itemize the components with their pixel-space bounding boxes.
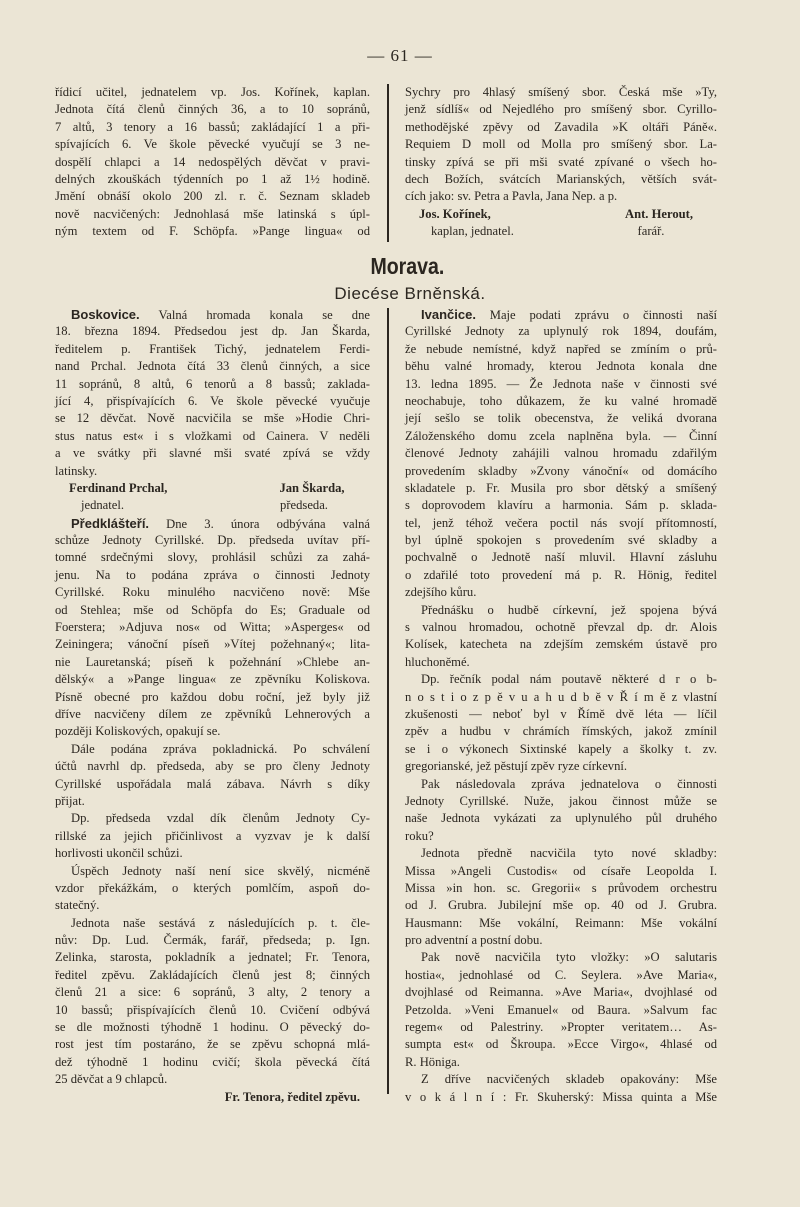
column-divider-main (387, 308, 389, 1094)
text-line: Missa »Angeli Custodis« od císaře Leopolda I. (405, 863, 717, 878)
text-line: ředitel zpěvu. Zakládajících členů jest 8; činných (55, 967, 370, 982)
text-line: dělský« a »Pange lingua« ze zpěvníku Koliskova. (55, 672, 370, 687)
text-line: jenž sídlíš« od Nejedlého pro smíšený sbor. Cyrillo- (405, 102, 717, 117)
text-line: zkušenosti — neboť byl v Římě dvě léta — líčil (405, 706, 717, 721)
text-line: tinsky zpívá se při mši svaté zpívané o všech ho- (405, 154, 717, 169)
top-left-column (55, 84, 370, 241)
text-line: Jednota čítá členů činných 36, a to 10 sopránů, (55, 102, 370, 117)
text-line: a ve svátky při slavné mši svaté zpívá se vždy (55, 446, 370, 461)
text-line: Foerstera; »Adjuva nos« od Witta; »Asperges« od (55, 620, 370, 635)
text-line: zdejšího kůru. (405, 585, 477, 600)
text-line: že nebude nemístné, když napřed se zmíním o prů- (405, 341, 717, 356)
text-line: se i o výkonech Sixtinské kapely a školky t. zv. (405, 741, 717, 756)
signature: Fr. Tenora, ředitel zpěvu. (224, 1089, 360, 1104)
paragraph (405, 776, 717, 846)
text-line: Jednota předně nacvičila tyto nové skladby: (421, 846, 717, 861)
top-right-column (405, 84, 717, 241)
paragraph (405, 84, 717, 206)
text-line: cích jako: sv. Petra a Pavla, Jana Nep. a p. (405, 189, 618, 204)
text-line (55, 515, 370, 532)
text-line: 11 sopránů, 8 altů, 6 tenorů a 8 bassů; zaklada- (55, 376, 370, 391)
text-line: hostia«, jednohlasé od C. Seylera. »Ave Maria«, (405, 967, 717, 982)
signature-names (55, 480, 370, 497)
text-line: Hausmann: Mše vokální, Reimann: Mše vokální (405, 915, 717, 930)
section-title: Morava. (370, 253, 445, 279)
paragraph (405, 949, 717, 1071)
text-line: dříve nacvičeny dílem ze zpěvníků Lehnerových a (55, 706, 370, 721)
text-line: schůze Jednoty Cyrillské. Dp. předseda uvítav pří- (55, 533, 370, 548)
text-line: pro adventní a postní dobu. (405, 933, 543, 948)
text-line: delných zkouškách týdenních po 1 až 1½ hodině. (55, 171, 370, 186)
text-line: s doprovodem klavíru a harmonia. Sám p. sklada- (405, 498, 717, 513)
text-line: horlivosti ukončil schůzi. (55, 846, 183, 861)
section-heading: Předklášteří. (71, 515, 150, 531)
paragraph (405, 671, 717, 775)
text-line: se 12 děvčat. Nově nacvičila se mše »Hodie Chri- (55, 411, 370, 426)
text-line: Z dříve nacvičených skladeb opakovány: Mše (421, 1072, 717, 1087)
text-line: členové Jednoty zahájili valnou hromadu zdařilým (405, 446, 717, 461)
signature-left-title: jednatel. (81, 498, 125, 513)
text-line: pochvalně o Jednotě naší mluvil. Hlavní zásluhu (405, 550, 717, 565)
text-line: roku? (405, 828, 434, 843)
text-line-rest: Maje podati zprávu o činnosti naší (475, 308, 717, 322)
text-line: regem« od Palestriny. »Propter veritatem… As- (405, 1020, 717, 1035)
text-line: naše Jednota vykázati za uplynulého půl druhého (405, 811, 717, 826)
signature-right-title: předseda. (280, 498, 328, 513)
text-line: Přednášku o hudbě církevní, jež spojena bývá (421, 602, 717, 617)
text-line: Dále podána zpráva pokladnická. Po schválení (71, 741, 370, 756)
text-line: Cyrillské uspořádala malá zábava. Návrh s díky (55, 776, 370, 791)
text-line: vzdor překážkám, o kterých pomlčím, aspoň do- (55, 880, 370, 895)
section-heading: Ivančice. (421, 307, 476, 322)
text-line: 18. března 1894. Předsedou jest dp. Jan Škarda, (55, 324, 370, 339)
text-line (55, 306, 370, 323)
paragraph (55, 306, 370, 480)
paragraph (55, 863, 370, 915)
paragraph (55, 810, 370, 862)
text-line: jenu. Na to podána zpráva o činnosti Jednoty (55, 567, 370, 582)
page-number: — 61 — (367, 46, 433, 65)
signature-right-name: Jan Škarda, (279, 480, 345, 495)
text-line: ředitelem p. František Tichý, jednatelem Ferdi- (55, 341, 370, 356)
text-line: Dp. předseda vzdal dík členům Jednoty Cy- (71, 811, 370, 826)
text-line: dospělí chlapci a 14 nedospělých děvčat v pravi- (55, 154, 370, 169)
signature-names (405, 206, 717, 223)
text-line: Dp. řečník podal nám poutavě některé d r o b- (421, 672, 717, 687)
text-line: Záloženského domu zcela naplněna byla. — Činní (405, 428, 717, 443)
signature-titles (55, 497, 370, 514)
paragraph (405, 602, 717, 672)
text-line: n o s t i o z p ě v u a h u d b ě v Ř í m ě z vlastní (405, 689, 717, 704)
text-line: členů 21 a sice: 6 sopránů, 3 alty, 2 tenory a (55, 985, 370, 1000)
text-line: Úspěch Jednoty naší není sice skvělý, nicméně (71, 863, 370, 878)
text-line: zpěv a hudbu v chrámích římských, jakož zmínil (405, 724, 717, 739)
text-line: stus natus est« i s vložkami od Cainera. V neděli (55, 428, 370, 443)
text-line: skladatele p. Fr. Musila pro sbor dětský a smíšený (405, 480, 717, 495)
text-line: Requiem D moll od Molla pro smíšený sbor. La- (405, 137, 717, 152)
text-line: běhu valné hromady, kterou Jednota konala dne (405, 359, 717, 374)
text-line: dech Božích, svátcích Marianských, větších svát- (405, 171, 717, 186)
text-line (405, 306, 717, 323)
text-line: statečný. (55, 898, 100, 913)
paragraph (55, 741, 370, 811)
text-line: Jednoty Cyrillské. Nuže, jakou činnost může se (405, 793, 717, 808)
text-line: 13. ledna 1895. — Že Jednota naše v činnosti své (405, 376, 717, 391)
column-divider-top (387, 84, 389, 242)
section-subtitle: Diecése Brněnská. (334, 284, 486, 303)
text-line: přijat. (55, 793, 85, 808)
text-line: nův: Dp. Lud. Čermák, farář, předseda; p. Ign. (55, 933, 370, 948)
paragraph (55, 84, 370, 241)
text-line: Pak následovala zpráva jednatelova o činnosti (421, 776, 717, 791)
text-line: Sychry pro 4hlasý smíšený sbor. Česká mše »Ty, (405, 85, 717, 99)
text-line: řídicí učitel, jednatelem vp. Jos. Kořínek, kaplan. (55, 85, 370, 99)
text-line: Cyrillské Jednoty za uplynulý rok 1894, doufám, (405, 324, 717, 339)
text-line: dež týhodně 1 hodinu cvičí; škola pěvecká čítá (55, 1054, 370, 1069)
text-line: o zdařilé toto provedení má p. R. Hönig, ředitel (405, 567, 717, 582)
text-line: provedením skladby »Zvony vánoční« od domácího (405, 463, 717, 478)
text-line: tomné srdečnými slovy, prohlásil schůzi za zahá- (55, 550, 370, 565)
text-line: Petzolda. »Veni Emanuel« od Baura. »Salvum fac (405, 1002, 717, 1017)
text-line: nově nacvičených: Jednohlasá mše latinská s úpl- (55, 206, 370, 221)
text-line: Zeiningera; vánoční píseň »Vítej požehnaný«; lita- (55, 637, 370, 652)
signature-left-title: kaplan, jednatel. (431, 224, 514, 239)
paragraph (405, 845, 717, 949)
text-line: sumpta est« od Škroupa. »Ecce Virgo«, 4hlasé od (405, 1037, 717, 1052)
text-line: rost jest tím postaráno, že se zpěvu schopná mlá- (55, 1037, 370, 1052)
text-line: s valnou hromadou, ochotně převzal dp. dr. Alois (405, 620, 717, 635)
text-line: nand Prchal. Jednota čítá 33 členů činných, a sice (55, 359, 370, 374)
paragraph (405, 306, 717, 602)
text-line: neochabuje, toho důkazem, že ku valné hromadě (405, 393, 717, 408)
signature-left-name: Ferdinand Prchal, (69, 480, 168, 495)
text-line: nie Lauretanská; píseň k požehnání »Chlebe an- (55, 654, 370, 669)
text-line: latinsky. (55, 463, 98, 478)
text-line: v o k á l n í : Fr. Skuherský: Missa quinta a Mše (405, 1089, 717, 1104)
text-line: účtů navrhl dp. předseda, aby se pro členy Jednoty (55, 759, 370, 774)
left-column (55, 306, 370, 1106)
text-line: 10 bassů; přispívajících členů 10. Cvičení odbývá (55, 1002, 370, 1017)
text-line: jící 4, přispívajících 6. Ve škole pěvecké vyučuje (55, 393, 370, 408)
text-line: Jmění obnáší okolo 200 zl. r. č. Seznam skladeb (55, 189, 370, 204)
text-line: byl úplně spokojen s provedením své skladby a (405, 533, 717, 548)
text-line: Missa »in hon. sc. Gregorii« s průvodem orchestru (405, 880, 717, 895)
text-line: Jednota naše sestává z následujících p. t. čle- (71, 915, 370, 930)
text-line: dvojhlasé od Reimanna. »Ave Maria«, dvojhlasé od (405, 985, 717, 1000)
text-line: hluchoněmé. (405, 654, 470, 669)
signature-titles (405, 223, 717, 240)
right-column (405, 306, 717, 1106)
text-line: spívajících 6. Ve škole pěvecké vyučují se 3 ne- (55, 137, 370, 152)
text-line: Kolísek, katecheta na zdejším zemském ústavě pro (405, 637, 717, 652)
text-line: Pak nově nacvičila tyto vložky: »O salutaris (421, 950, 717, 965)
paragraph (55, 915, 370, 1089)
signature-right-name: Ant. Herout, (625, 206, 693, 221)
paragraph (55, 515, 370, 741)
text-line: od Stehlea; mše od Schöpfa do Es; Graduale od (55, 602, 370, 617)
text-line: její sešlo se tolik obecenstva, že veliká dvorana (405, 411, 717, 426)
signature-right-title: farář. (637, 224, 665, 239)
text-line: R. Höniga. (405, 1054, 460, 1069)
paragraph (405, 1071, 717, 1106)
text-line: Zelinka, starosta, pokladník a jednatel; Fr. Tenora, (55, 950, 370, 965)
text-line: později Koliskových, opakují se. (55, 724, 221, 739)
text-line: se dle možnosti týhodně 1 hodinu. O pěvecký do- (55, 1020, 370, 1035)
text-line: tel, jenž téhož večera poctil nás svojí přítomností, (405, 515, 717, 530)
section-heading: Boskovice. (71, 307, 140, 322)
text-line-rest: Dne 3. února odbývána valná (149, 516, 370, 531)
text-line: Písně obecné pro každou dobu roční, jež byly již (55, 689, 370, 704)
text-line: Cyrillské. Roku minulého nacvičeno nově: Mše (55, 585, 370, 600)
text-line: 7 altů, 3 tenory a 16 bassů; zakládající 1 a při- (55, 119, 370, 134)
text-line: od J. Grubra. Jubilejní mše op. 40 od J. Grubra. (405, 898, 717, 913)
text-line: gregorianské, jež pěstují zpěv ryze církevní. (405, 759, 628, 774)
text-line-rest: Valná hromada konala se dne (139, 308, 370, 322)
text-line: rillské za jejich přičinlivost a vyzvav je k další (55, 828, 370, 843)
signature-left-name: Jos. Kořínek, (419, 206, 491, 221)
text-line: 25 děvčat a 9 chlapců. (55, 1072, 168, 1087)
text-line: methodějské zpěvy od Zavadila »K oltáři Páně«. (405, 119, 717, 134)
text-line: ným textem od F. Schöpfa. »Pange lingua« od (55, 224, 370, 239)
